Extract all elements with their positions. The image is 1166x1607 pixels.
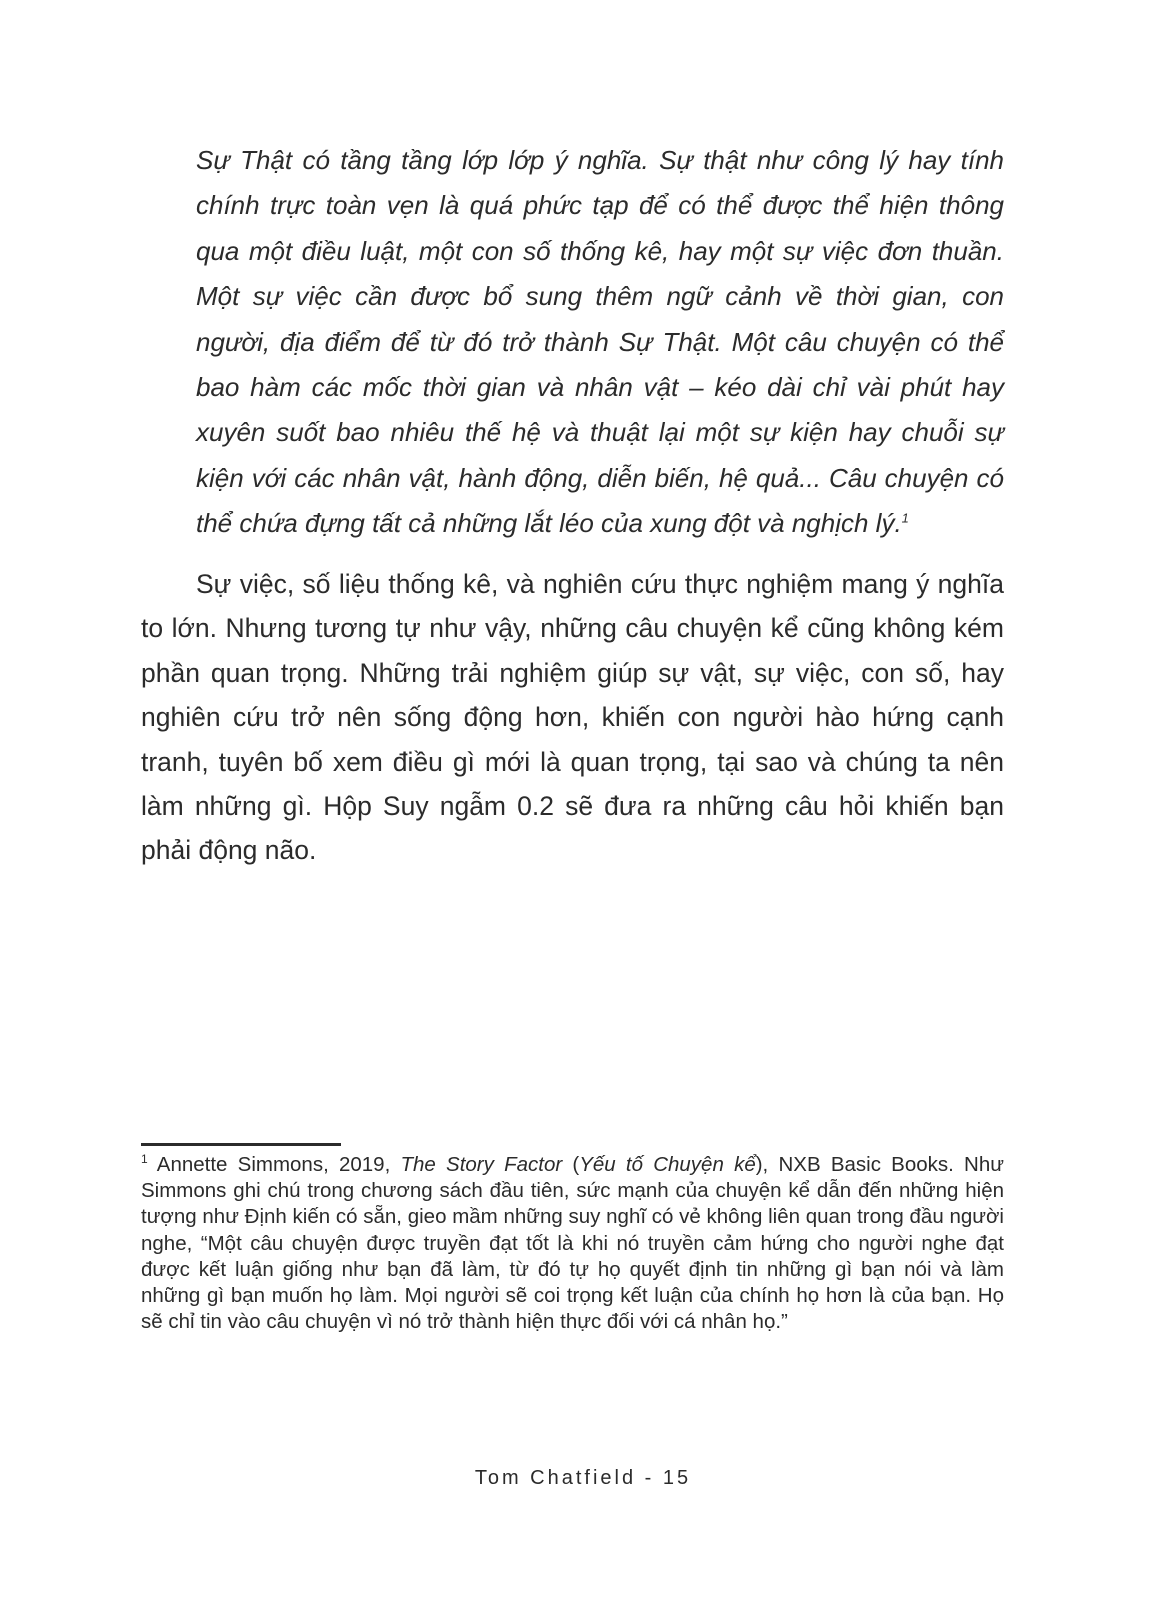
- footnote-marker: 1: [141, 1152, 148, 1167]
- footnote-book-title: The Story Factor: [400, 1153, 563, 1176]
- italic-quote-block: [196, 138, 1004, 547]
- footnote-book-title-vi: Yếu tố Chuyện kể: [579, 1153, 756, 1176]
- footnote-lead: Annette Simmons, 2019,: [156, 1153, 401, 1176]
- footnote-reference[interactable]: 1: [901, 510, 909, 526]
- footnote: [141, 1152, 1004, 1335]
- footnote-title-open: (: [562, 1153, 580, 1176]
- footnote-separator: [141, 1143, 341, 1146]
- footnote-text: Như Simmons ghi chú trong chương sách đầu tiên, sức mạnh của chuyện kể dẫn đến những hiện tượng như Định kiến có sẵn, gieo mầm những suy nghĩ có vẻ không liên quan trong đầu người nghe, “Một câu chuyện được truyền đạt tốt là khi nó truyền cảm hứng cho người nghe đạt được kết luận giống như bạn đã làm, từ đó tự họ quyết định tin những gì bạn nói và làm những gì bạn muốn họ làm. Mọi người sẽ coi trọng kết luận của chính họ hơn là của bạn. Họ sẽ chỉ tin vào câu chuyện vì nó trở thành hiện thực đối với cá nhân họ.”: [141, 1153, 1004, 1334]
- body-paragraph: Sự việc, số liệu thống kê, và nghiên cứu thực nghiệm mang ý nghĩa to lớn. Nhưng tương tự như vậy, những câu chuyện kể cũng không kém phần quan trọng. Những trải nghiệm giúp sự vật, sự việc, con số, hay nghiên cứu trở nên sống động hơn, khiến con người hào hứng cạnh tranh, tuyên bố xem điều gì mới là quan trọng, tại sao và chúng ta nên làm những gì. Hộp Suy ngẫm 0.2 sẽ đưa ra những câu hỏi khiến bạn phải động não.: [141, 569, 1004, 866]
- quote-text: Sự Thật có tầng tầng lớp lớp ý nghĩa. Sự thật như công lý hay tính chính trực toàn vẹn là quá phức tạp để có thể được thể hiện thông qua một điều luật, một con số thống kê, hay một sự việc đơn thuần. Một sự việc cần được bổ sung thêm ngữ cảnh về thời gian, con người, địa điểm để từ đó trở thành Sự Thật. Một câu chuyện có thể bao hàm các mốc thời gian và nhân vật – kéo dài chỉ vài phút hay xuyên suốt bao nhiêu thế hệ và thuật lại một sự kiện hay chuỗi sự kiện với các nhân vật, hành động, diễn biến, hệ quả... Câu chuyện có thể chứa đựng tất cả những lắt léo của xung đột và nghịch lý.: [196, 145, 1004, 539]
- footnote-title-close: ), NXB Basic Books.: [755, 1153, 954, 1176]
- page-footer: Tom Chatfield - 15: [474, 1467, 692, 1489]
